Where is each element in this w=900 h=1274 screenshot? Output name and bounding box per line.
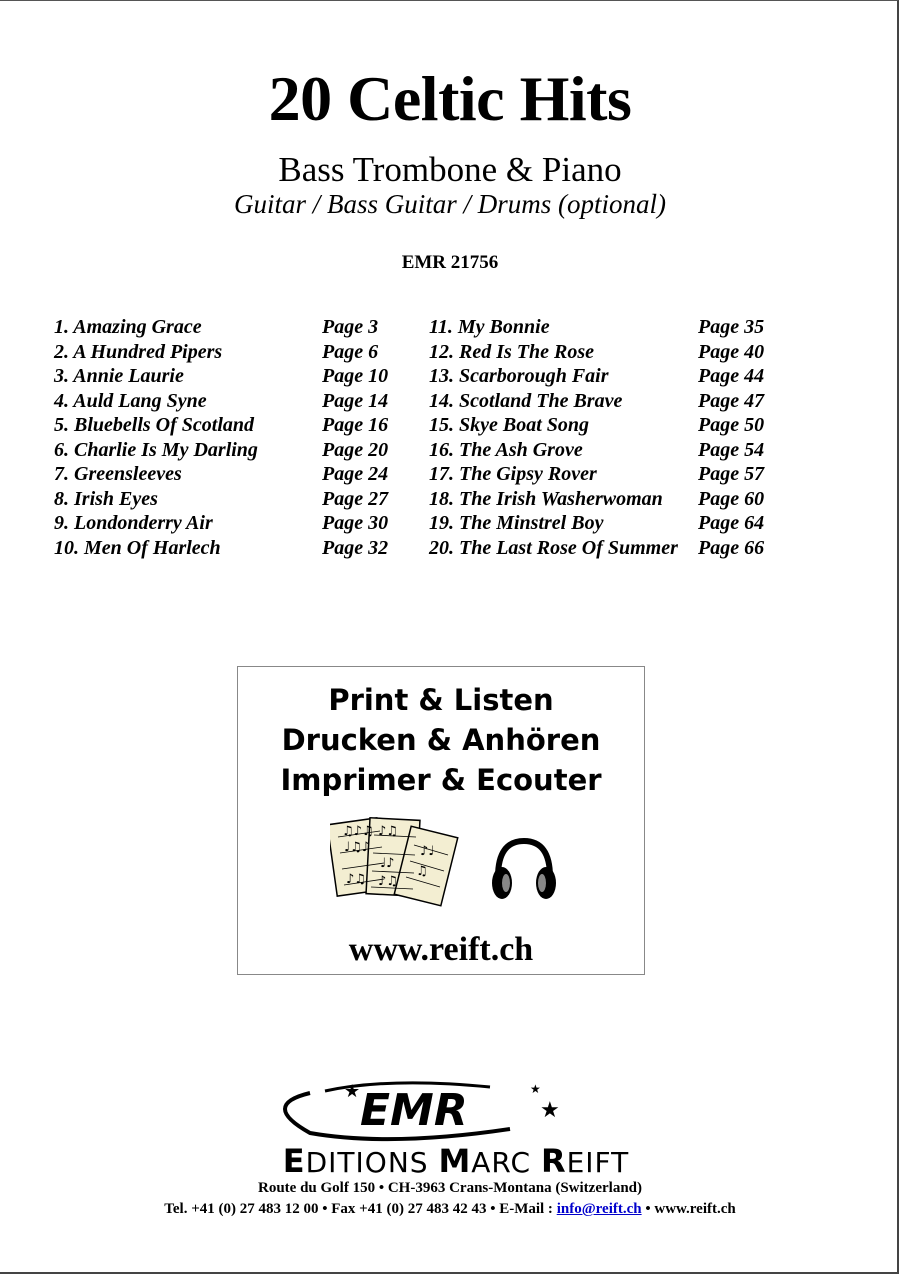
toc-page: Page 27 <box>322 487 389 510</box>
toc-title: 20. The Last Rose Of Summer <box>429 536 678 559</box>
publisher-name: EDITIONS MARC REIFT <box>282 1142 630 1180</box>
toc-title: 7. Greensleeves <box>54 463 182 485</box>
toc-entry[interactable] <box>54 439 414 464</box>
toc-entry[interactable] <box>429 512 789 537</box>
svg-text:♪♫: ♪♫ <box>346 872 366 887</box>
svg-text:★: ★ <box>344 1081 361 1102</box>
toc-page: Page 54 <box>698 438 765 461</box>
svg-text:♪♫: ♪♫ <box>378 874 398 889</box>
toc-entry[interactable] <box>429 537 789 562</box>
promo-line-french: Imprimer & Ecouter <box>280 763 602 797</box>
svg-text:★: ★ <box>540 1098 560 1123</box>
svg-text:♩♫♪: ♩♫♪ <box>344 840 371 855</box>
toc-page: Page 24 <box>322 463 389 485</box>
toc-entry[interactable] <box>429 390 789 415</box>
toc-page: Page 14 <box>322 389 389 412</box>
toc-page: Page 6 <box>322 340 379 363</box>
toc-entry[interactable] <box>54 537 414 562</box>
toc-entry[interactable] <box>429 439 789 464</box>
toc-right-column <box>429 316 789 561</box>
toc-title: 13. Scarborough Fair <box>429 365 609 387</box>
toc-page: Page 16 <box>322 414 389 436</box>
instrumentation: Guitar / Bass Guitar / Drums (optional) <box>233 189 667 219</box>
toc-page: Page 3 <box>322 316 379 338</box>
toc-page: Page 57 <box>698 463 765 485</box>
toc-title: 10. Men Of Harlech <box>54 536 221 559</box>
toc-title: 19. The Minstrel Boy <box>429 512 604 534</box>
svg-text:♪♩: ♪♩ <box>420 844 435 859</box>
svg-text:♫: ♫ <box>416 864 428 879</box>
promo-line-german: Drucken & Anhören <box>281 723 601 757</box>
toc-entry[interactable] <box>54 488 414 513</box>
toc-title: 5. Bluebells Of Scotland <box>54 414 255 436</box>
toc-entry[interactable] <box>54 463 414 488</box>
toc-entry[interactable] <box>429 414 789 439</box>
headphones-icon <box>488 833 560 905</box>
toc-title: 11. My Bonnie <box>429 316 550 338</box>
toc-entry[interactable] <box>54 390 414 415</box>
publisher-contact: Tel. +41 (0) 27 483 12 00 • Fax +41 (0) 27 483 42 43 • E-Mail : info@reift.ch • www.reift.ch <box>164 1201 736 1217</box>
toc-title: 6. Charlie Is My Darling <box>54 438 258 461</box>
toc-entry[interactable] <box>429 341 789 366</box>
toc-left-column <box>54 316 414 561</box>
subtitle: Bass Trombone & Piano <box>278 150 622 189</box>
toc-title: 14. Scotland The Brave <box>429 389 623 412</box>
svg-text:★: ★ <box>530 1082 541 1096</box>
toc-page: Page 44 <box>698 365 765 387</box>
toc-title: 3. Annie Laurie <box>54 365 184 387</box>
page-title: 20 Celtic Hits <box>268 63 632 134</box>
emr-logo-icon <box>240 1075 580 1145</box>
toc-page: Page 35 <box>698 316 765 338</box>
toc-entry[interactable] <box>54 316 414 341</box>
toc-page: Page 20 <box>322 438 389 461</box>
svg-text:♪♫: ♪♫ <box>378 824 398 839</box>
toc-page: Page 10 <box>322 365 389 387</box>
catalog-number: EMR 21756 <box>401 252 499 273</box>
toc-entry[interactable] <box>54 341 414 366</box>
promo-line-english: Print & Listen <box>328 683 554 717</box>
print-listen-box[interactable] <box>237 666 645 975</box>
toc-entry[interactable] <box>54 512 414 537</box>
svg-text:♫♪♫: ♫♪♫ <box>342 824 374 839</box>
toc-title: 4. Auld Lang Syne <box>54 389 207 412</box>
toc-title: 9. Londonderry Air <box>54 512 213 534</box>
toc-title: 17. The Gipsy Rover <box>429 463 597 485</box>
toc-page: Page 30 <box>322 512 389 534</box>
toc-entry[interactable] <box>429 365 789 390</box>
toc-title: 8. Irish Eyes <box>54 487 158 510</box>
toc-page: Page 32 <box>322 536 389 559</box>
toc-page: Page 66 <box>698 536 765 559</box>
emr-logo-text: EMR <box>360 1085 468 1136</box>
email-link[interactable]: info@reift.ch <box>556 1201 642 1217</box>
publisher-address: Route du Golf 150 • CH-3963 Crans-Montana (Switzerland) <box>258 1180 642 1196</box>
toc-entry[interactable] <box>429 488 789 513</box>
toc-page: Page 40 <box>698 340 765 363</box>
toc-page: Page 47 <box>698 389 765 412</box>
toc-title: 16. The Ash Grove <box>429 438 583 461</box>
toc-title: 18. The Irish Washerwoman <box>429 487 663 510</box>
toc-title: 15. Skye Boat Song <box>429 414 590 436</box>
toc-page: Page 64 <box>698 512 765 534</box>
toc-entry[interactable] <box>54 365 414 390</box>
promo-url-link[interactable]: www.reift.ch <box>348 931 534 968</box>
toc-page: Page 50 <box>698 414 765 436</box>
toc-title: 2. A Hundred Pipers <box>54 340 223 363</box>
toc-title: 1. Amazing Grace <box>54 316 202 338</box>
svg-text:♩♪: ♩♪ <box>380 856 395 871</box>
toc-entry[interactable] <box>54 414 414 439</box>
toc-entry[interactable] <box>429 316 789 341</box>
toc-title: 12. Red Is The Rose <box>429 340 594 363</box>
sheet-music-icon <box>330 815 460 910</box>
toc-page: Page 60 <box>698 487 765 510</box>
toc-entry[interactable] <box>429 463 789 488</box>
